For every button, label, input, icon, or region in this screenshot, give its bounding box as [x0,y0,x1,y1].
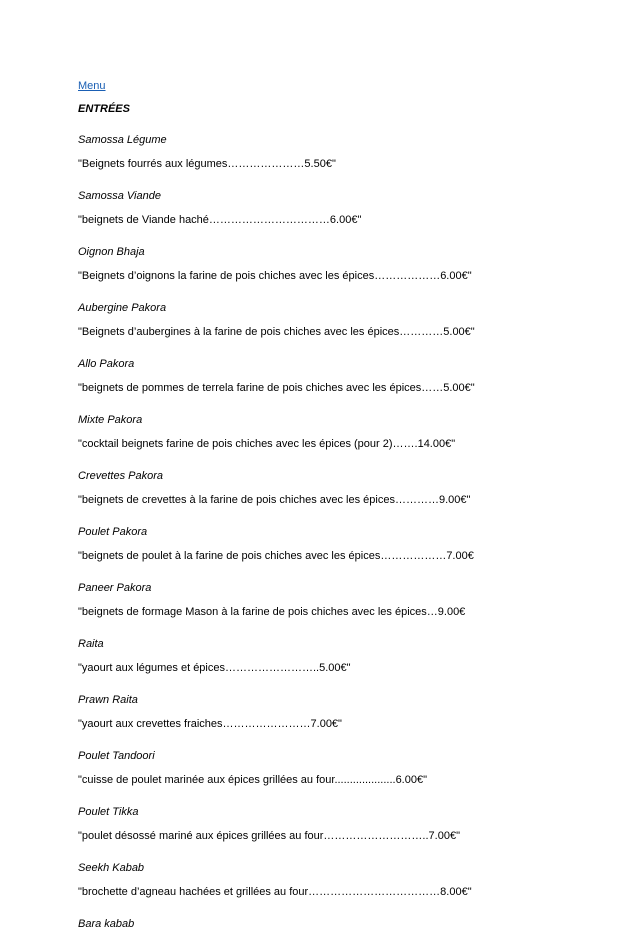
menu-items-list [78,132,598,932]
menu-item [78,300,598,340]
menu-item-name: Poulet Tikka [78,806,139,818]
menu-item-description: "beignets de formage Mason à la farine de pois chiches avec les épices…9.00€ [78,606,466,618]
menu-item [78,692,598,732]
menu-item-name: Oignon Bhaja [78,246,145,258]
menu-item-description: "yaourt aux crevettes fraiches……………………7.00€" [78,718,342,730]
menu-item-description: "yaourt aux légumes et épices……………………..5.00€" [78,662,351,674]
menu-item-description: "brochette d’agneau hachées et grillées au four………………………………8.00€" [78,886,472,898]
menu-item-description: "beignets de pommes de terrela farine de pois chiches avec les épices……5.00€" [78,382,475,394]
menu-item-name: Samossa Viande [78,190,161,202]
menu-item [78,412,598,452]
menu-item-description: "Beignets d’aubergines à la farine de pois chiches avec les épices…………5.00€" [78,326,475,338]
menu-item [78,244,598,284]
menu-item-name: Raita [78,638,104,650]
menu-item-description: "cuisse de poulet marinée aux épices grillées au four....................6.00€" [78,774,427,786]
menu-link[interactable]: Menu [78,80,106,92]
menu-item [78,748,598,788]
menu-item [78,356,598,396]
menu-item-name: Seekh Kabab [78,862,145,874]
menu-item [78,132,598,172]
menu-item [78,804,598,844]
menu-item-name: Poulet Tandoori [78,750,155,762]
menu-item-name: Crevettes Pakora [78,470,163,482]
menu-content [78,78,598,932]
menu-item [78,916,598,932]
menu-item-name: Aubergine Pakora [78,302,167,314]
menu-item [78,468,598,508]
menu-item-description: "cocktail beignets farine de pois chiches avec les épices (pour 2)…….14.00€" [78,438,456,450]
menu-item-description: "poulet désossé mariné aux épices grillées au four………………………..7.00€" [78,830,460,842]
menu-item [78,188,598,228]
menu-item-description: "beignets de Viande haché……………………………6.00€" [78,214,362,226]
menu-item-name: Allo Pakora [78,358,135,370]
menu-item-name: Prawn Raita [78,694,138,706]
menu-item [78,580,598,620]
menu-item [78,636,598,676]
menu-item [78,524,598,564]
menu-item-name: Poulet Pakora [78,526,148,538]
menu-item-description: "Beignets fourrés aux légumes…………………5.50€" [78,158,336,170]
menu-item-name: Bara kabab [78,918,135,930]
menu-item-name: Paneer Pakora [78,582,152,594]
menu-item-description: "beignets de crevettes à la farine de pois chiches avec les épices…………9.00€" [78,494,471,506]
menu-item-name: Samossa Légume [78,134,167,146]
menu-item-description: "Beignets d’oignons la farine de pois chiches avec les épices………………6.00€" [78,270,472,282]
menu-item-name: Mixte Pakora [78,414,143,426]
section-title: ENTRÉES [78,103,130,115]
menu-item [78,860,598,900]
menu-item-description: "beignets de poulet à la farine de pois chiches avec les épices………………7.00€ [78,550,474,562]
